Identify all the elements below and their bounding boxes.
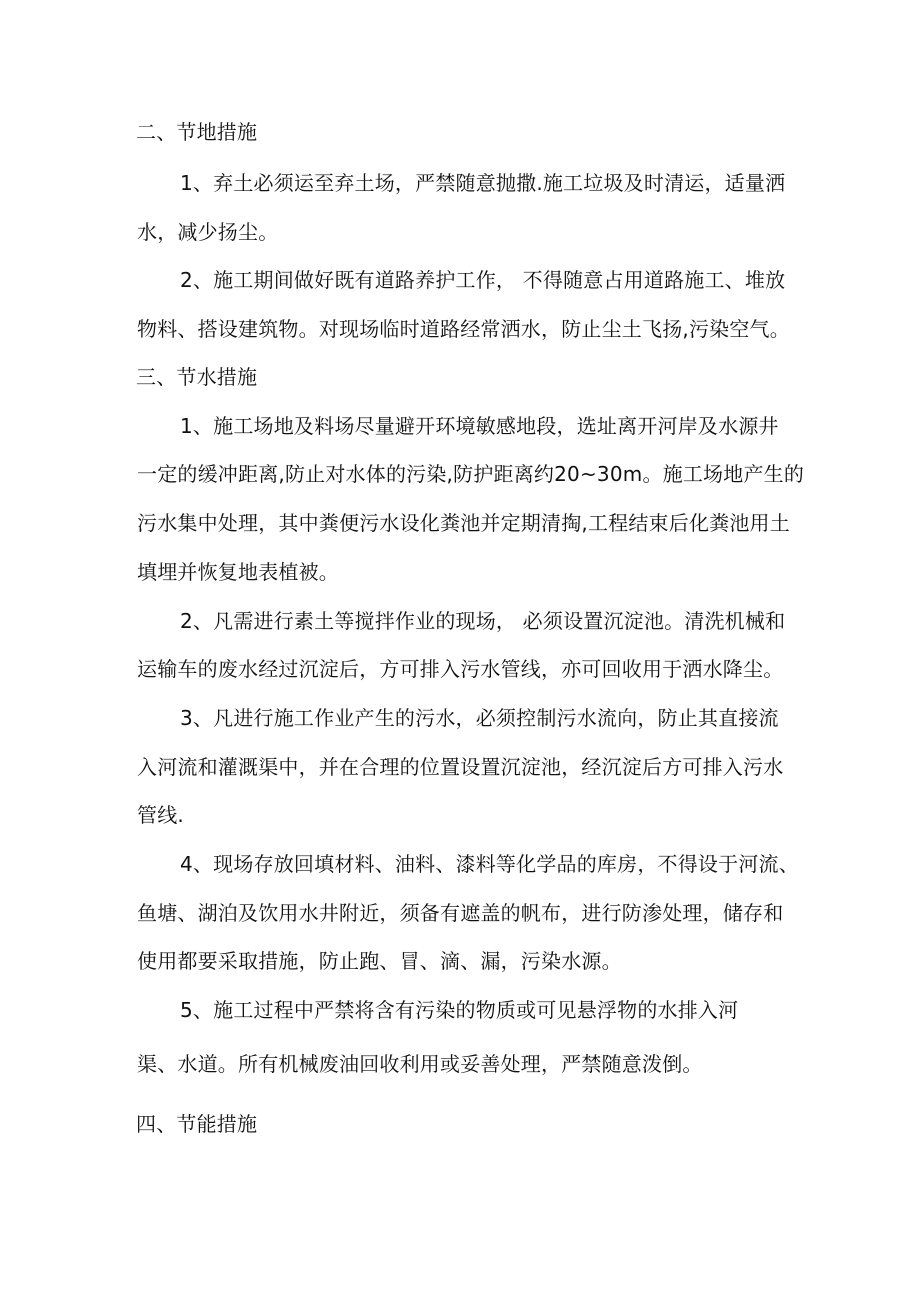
paragraph-line: 3、凡进行施工作业产生的污水，必须控制污水流向，防止其直接流 xyxy=(180,706,779,730)
section-heading: 三、节水措施 xyxy=(136,365,258,389)
paragraph-line: 2、凡需进行素土等搅拌作业的现场， 必须设置沉淀池。清洗机械和 xyxy=(180,609,786,633)
paragraph-line: 4、现场存放回填材料、油料、漆料等化学品的库房，不得设于河流、 xyxy=(180,852,799,876)
paragraph-line: 污水集中处理，其中粪便污水设化粪池并定期清掏,工程结束后化粪池用土 xyxy=(137,511,790,535)
paragraph-line: 使用都要采取措施，防止跑、冒、滴、漏，污染水源。 xyxy=(137,949,622,973)
paragraph-line: 2、施工期间做好既有道路养护工作， 不得随意占用道路施工、堆放 xyxy=(180,268,786,292)
paragraph-line: 1、弃土必须运至弃土场，严禁随意抛撒.施工垃圾及时清运，适量洒 xyxy=(180,171,786,195)
paragraph-line: 管线. xyxy=(137,803,184,827)
paragraph-line: 运输车的废水经过沉淀后，方可排入污水管线，亦可回收用于洒水降尘。 xyxy=(137,657,784,681)
paragraph-line: 填埋并恢复地表植被。 xyxy=(137,560,339,584)
section-heading: 四、节能措施 xyxy=(136,1112,258,1136)
paragraph-line: 鱼塘、湖泊及饮用水井附近，须备有遮盖的帆布，进行防渗处理，储存和 xyxy=(137,901,784,925)
paragraph-line: 渠、水道。所有机械废油回收利用或妥善处理，严禁随意泼倒。 xyxy=(137,1052,703,1076)
paragraph-line: 水，减少扬尘。 xyxy=(137,220,279,244)
section-heading: 二、节地措施 xyxy=(136,120,258,144)
paragraph-line: 物料、搭设建筑物。对现场临时道路经常洒水，防止尘土飞扬,污染空气。 xyxy=(137,317,790,341)
paragraph-line: 5、施工过程中严禁将含有污染的物质或可见悬浮物的水排入河 xyxy=(180,998,739,1022)
paragraph-line: 一定的缓冲距离,防止对水体的污染,防护距离约20~30m。施工场地产生的 xyxy=(137,462,805,486)
paragraph-line: 入河流和灌溉渠中，并在合理的位置设置沉淀池，经沉淀后方可排入污水 xyxy=(137,755,784,779)
paragraph-line: 1、施工场地及料场尽量避开环境敏感地段，选址离开河岸及水源井 xyxy=(180,414,779,438)
